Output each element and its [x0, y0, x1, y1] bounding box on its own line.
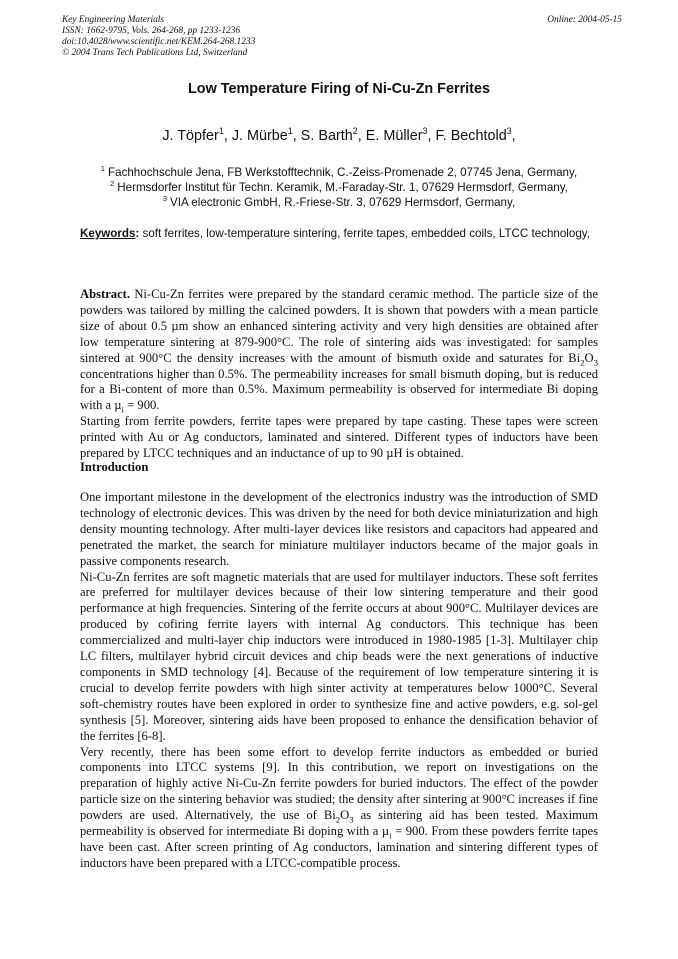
section-heading: Introduction: [80, 460, 149, 474]
journal-name: Key Engineering Materials: [62, 15, 165, 25]
copyright-line: © 2004 Trans Tech Publications Ltd, Switzerland: [62, 48, 248, 58]
abstract-paragraph: Starting from ferrite powders, ferrite tapes were prepared by tape casting. These tapes were screen printed with Au or Ag conductors, laminated and sintered. Different types of inductors have been prepared by LTCC techniques and an inductance of up to 90 µH is obtained.: [80, 414, 598, 461]
doi-line: doi:10.4028/www.scientific.net/KEM.264-268.1233: [62, 37, 256, 47]
keywords-label: Keywords: [80, 227, 136, 240]
intro-paragraph: One important milestone in the development of the electronics industry was the introduction of SMD technology of electronic devices. This was driven by the need for both device miniaturization and high density mounting technology. After multi-layer devices like resistors and capacitors had appeared and penetrated the market, the search for miniature multilayer inductors became of the major goals in passive components research.: [80, 490, 598, 568]
author: J. Töpfer$^1$,: [162, 126, 232, 144]
issn-line: ISSN: 1662-9795, Vols. 264-268, pp 1233-1236: [62, 26, 241, 36]
affiliation: $^2$ Hermsdorfer Institut für Techn. Keramik, M.-Faraday-Str. 1, 07629 Hermsdorf, Germany,: [110, 179, 568, 194]
introduction-body: [80, 490, 598, 872]
abstract-paragraph: Abstract. Ni-Cu-Zn ferrites were prepared by the standard ceramic method. The particle size of the powders was tailored by milling the calcined powders. It is shown that powders with a mean particle size of about 0.5 µm show an enhanced sintering activity and very high densities are obtained after low temperature sintering at 879-900°C. The role of sintering aids was investigated: for samples sintered at 900°C the density increases with the amount of bismuth oxide and saturates for $Bi_2O_3$ concentrations higher than 0.5%. The permeability increases for small bismuth doping, but is reduced for a Bi-content of more than 0.5%. Maximum permeability is observed for intermediate Bi doping with a µ$_i$ = 900.: [80, 287, 598, 415]
author: S. Barth$^2$,: [300, 126, 366, 144]
affiliation: $^3$ VIA electronic GmbH, R.-Friese-Str. 3, 07629 Hermsdorf, Germany,: [162, 194, 516, 209]
keywords: Keywords: soft ferrites, low-temperature sintering, ferrite tapes, embedded coils, LTCC technology,: [80, 227, 590, 240]
author-list: [0, 128, 678, 144]
affiliations: [0, 165, 678, 210]
journal-header: [62, 15, 622, 59]
author: F. Bechtold$^3$,: [435, 126, 516, 144]
abstract: [80, 287, 598, 462]
online-date: Online: 2004-05-15: [547, 15, 622, 25]
intro-paragraph: Very recently, there has been some effort to develop ferrite inductors as embedded or buried components into LTCC systems [9]. In this contribution, we report on investigations on the preparation of highly active Ni-Cu-Zn ferrite powders for buried inductors. The effect of the powder particle size on the sintering behavior was studied; the density after sintering at 900°C increases if fine powders are used. Alternatively, the use of $Bi_2O_3$ as sintering aid has been tested. Maximum permeability is observed for intermediate Bi doping with a µ$_i$ = 900. From these powders ferrite tapes have been cast. After screen printing of Ag conductors, lamination and sintering different types of inductors have been prepared with a LTCC-compatible process.: [80, 744, 598, 870]
abstract-label: Abstract.: [80, 287, 131, 301]
author: E. Müller$^3$,: [365, 126, 436, 144]
keywords-text: soft ferrites, low-temperature sintering, ferrite tapes, embedded coils, LTCC technology,: [139, 227, 590, 240]
intro-paragraph: Ni-Cu-Zn ferrites are soft magnetic materials that are used for multilayer inductors. These soft ferrites are preferred for multilayer devices because of their low sintering temperature and their good performance at high frequencies. Sintering of the ferrite occurs at about 900°C. Multilayer devices are produced by cofiring ferrite layers with internal Ag conductors. This technique has been commercialized and multi-layer chip inductors were introduced in 1980-1985 [1-3]. Multilayer chip LC filters, multilayer hybrid circuit devices and chip beads were the next generations of inductive components in SMD technology [4]. Because of the requirement of low temperature sintering it is crucial to develop ferrite powders with high sinter activity at temperatures below 1000°C. Several soft-chemistry routes have been explored in order to synthesize fine and active powders, e.g. sol-gel synthesis [5]. Moreover, sintering aids have been proposed to enhance the densification behavior of the ferrites [6-8].: [80, 569, 598, 743]
paper-title: Low Temperature Firing of Ni-Cu-Zn Ferrites: [188, 81, 490, 97]
author: J. Mürbe$^1$,: [231, 126, 301, 144]
affiliation: $^1$ Fachhochschule Jena, FB Werkstofftechnik, C.-Zeiss-Promenade 2, 07745 Jena, Germany,: [100, 164, 578, 179]
